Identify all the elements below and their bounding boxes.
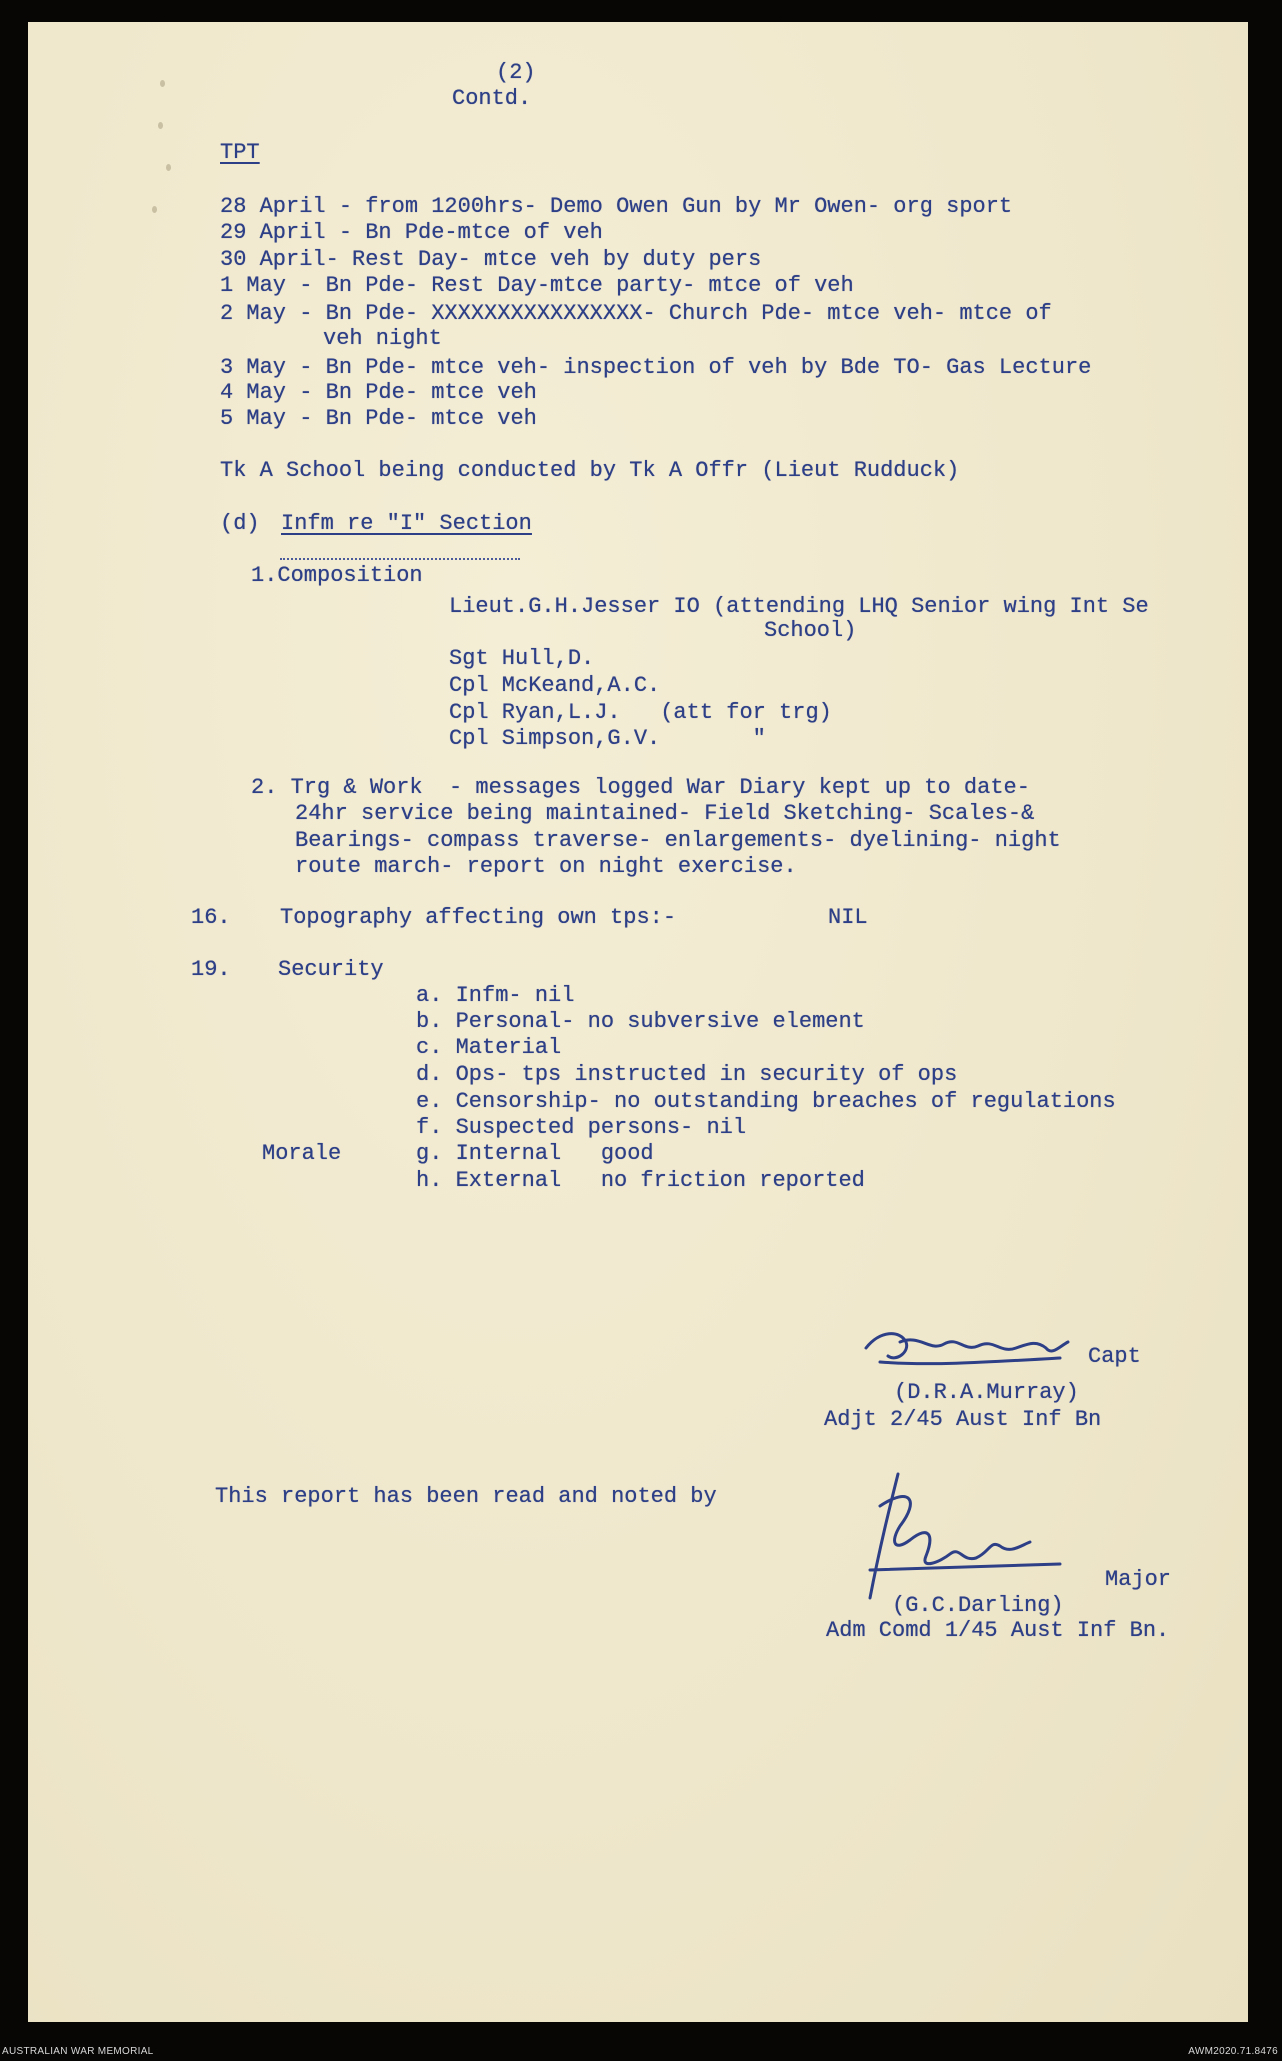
infm-heading: Infm re "I" Section	[281, 511, 532, 536]
page-number: (2)	[496, 60, 536, 85]
member-entry: Lieut.G.H.Jesser IO (attending LHQ Senior wing Int Se	[449, 594, 1149, 619]
signature-darling	[850, 1466, 1090, 1606]
signer1-role: Adjt 2/45 Aust Inf Bn	[824, 1407, 1102, 1432]
security-item: d. Ops- tps instructed in security of ops	[416, 1062, 958, 1087]
footer-archive-name: AUSTRALIAN WAR MEMORIAL	[2, 2046, 154, 2057]
footer-accession-number: AWM2020.71.8476	[1188, 2046, 1278, 2057]
trg-work-line: Bearings- compass traverse- enlargements- dyelining- night	[295, 828, 1061, 853]
tpt-heading: TPT	[220, 140, 260, 165]
topography-number: 16.	[191, 905, 231, 930]
member-entry-continued: School)	[764, 618, 857, 643]
signer2-role: Adm Comd 1/45 Aust Inf Bn.	[826, 1618, 1170, 1643]
school-note: Tk A School being conducted by Tk A Offr (Lieut Rudduck)	[220, 458, 960, 483]
punch-mark	[152, 206, 157, 213]
dotted-rule	[280, 558, 520, 560]
topography-value: NIL	[828, 905, 868, 930]
topography-text: Topography affecting own tps:-	[280, 905, 677, 930]
punch-mark	[166, 164, 171, 171]
member-entry: Cpl Ryan,L.J. (att for trg)	[449, 700, 832, 725]
tpt-entry: 30 April- Rest Day- mtce veh by duty pers	[220, 247, 762, 272]
tpt-entry: 2 May - Bn Pde- XXXXXXXXXXXXXXXX- Church Pde- mtce veh- mtce of	[220, 301, 1052, 326]
trg-work-line: 2. Trg & Work - messages logged War Diary kept up to date-	[251, 775, 1030, 800]
tpt-entry: 28 April - from 1200hrs- Demo Owen Gun by Mr Owen- org sport	[220, 194, 1013, 219]
morale-label: Morale	[262, 1141, 342, 1166]
section-label: (d)	[220, 511, 260, 536]
security-item: a. Infm- nil	[416, 983, 575, 1008]
security-item: h. External no friction reported	[416, 1168, 865, 1193]
security-item: b. Personal- no subversive element	[416, 1009, 865, 1034]
security-item: c. Material	[416, 1035, 562, 1060]
signer2-name: (G.C.Darling)	[892, 1593, 1064, 1618]
punch-mark	[160, 80, 165, 87]
tpt-entry-continued: veh night	[323, 326, 442, 351]
tpt-entry: 4 May - Bn Pde- mtce veh	[220, 380, 537, 405]
trg-work-line: 24hr service being maintained- Field Sketching- Scales-&	[295, 801, 1035, 826]
tpt-entry: 29 April - Bn Pde-mtce of veh	[220, 220, 603, 245]
security-item: e. Censorship- no outstanding breaches of regulations	[416, 1089, 1116, 1114]
tpt-entry: 3 May - Bn Pde- mtce veh- inspection of veh by Bde TO- Gas Lecture	[220, 355, 1092, 380]
signature-murray	[860, 1322, 1122, 1380]
security-item: g. Internal good	[416, 1141, 654, 1166]
member-entry: Cpl Simpson,G.V. "	[449, 726, 766, 751]
signer2-rank: Major	[1105, 1567, 1172, 1592]
member-entry: Sgt Hull,D.	[449, 646, 595, 671]
contd-label: Contd.	[452, 86, 532, 111]
member-entry: Cpl McKeand,A.C.	[449, 673, 661, 698]
trg-work-line: route march- report on night exercise.	[295, 854, 797, 879]
tpt-entry: 5 May - Bn Pde- mtce veh	[220, 406, 537, 431]
signer1-name: (D.R.A.Murray)	[894, 1380, 1079, 1405]
signer1-rank: Capt	[1088, 1344, 1141, 1369]
composition-heading: 1.Composition	[251, 563, 423, 588]
security-heading: Security	[278, 957, 384, 982]
security-item: f. Suspected persons- nil	[416, 1115, 747, 1140]
tpt-entry: 1 May - Bn Pde- Rest Day-mtce party- mtce of veh	[220, 273, 854, 298]
security-number: 19.	[191, 957, 231, 982]
punch-mark	[158, 122, 163, 129]
read-note: This report has been read and noted by	[215, 1484, 717, 1509]
